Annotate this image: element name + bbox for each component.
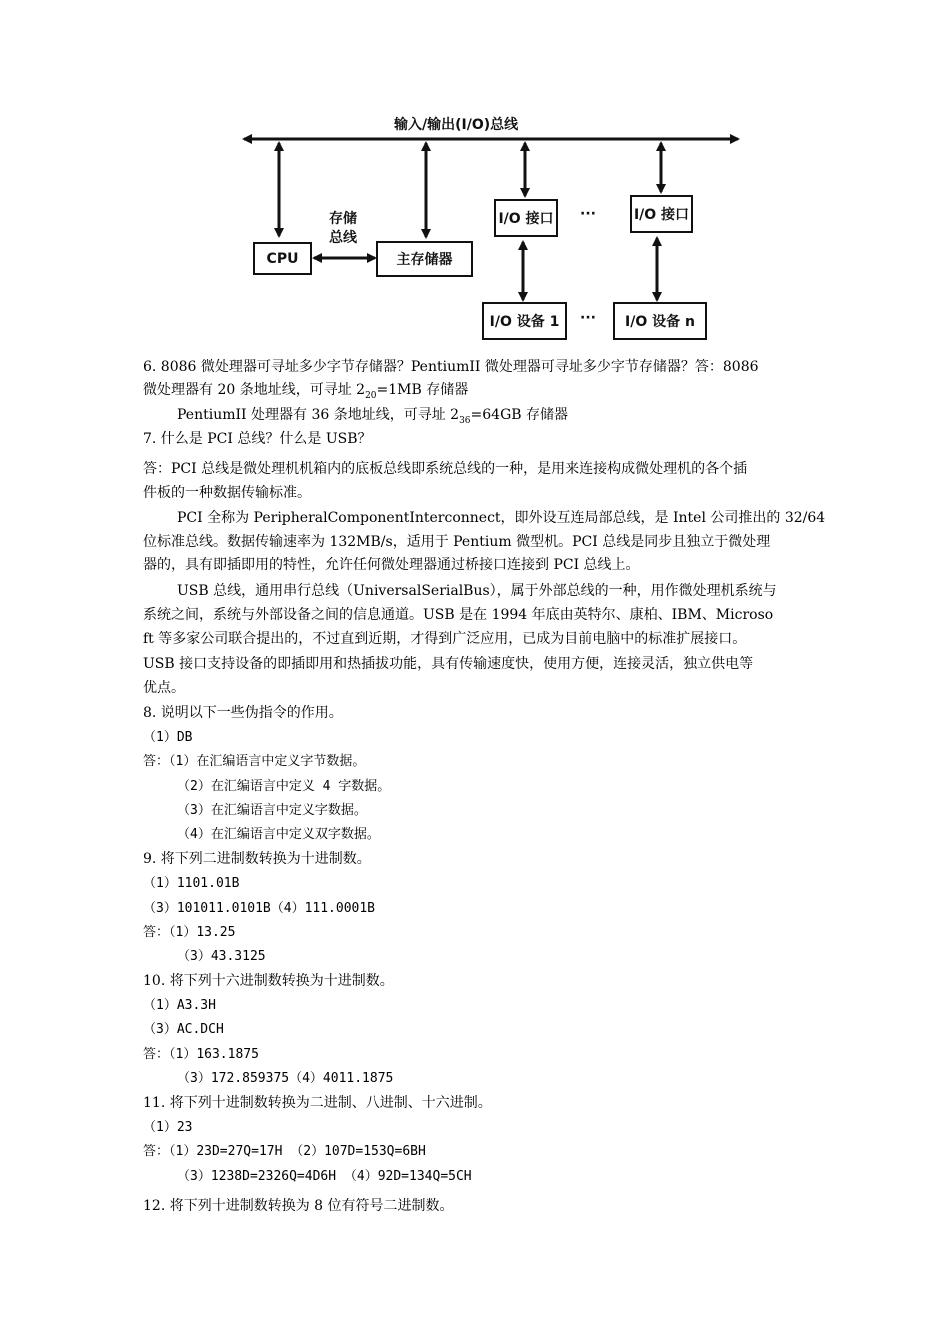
q9-item2: （3）101011.0101B（4）111.0001B (143, 901, 376, 916)
q9-item1: （1）1101.01B (143, 876, 240, 891)
q7-question: 7. 什么是 PCI 总线？什么是 USB？ (143, 431, 372, 447)
q10-question: 10. 将下列十六进制数转换为十进制数。 (143, 973, 394, 989)
q8-answer-line3: （3）在汇编语言中定义字数据。 (177, 803, 367, 818)
io-device-n-box: I/O 设备 n (613, 302, 707, 340)
q7-answer-line5: 器的，具有即插即用的特性，允许任何微处理器通过桥接口连接到 PCI 总线上。 (143, 557, 640, 573)
q7-answer-line4: 位标准总线。数据传输速率为 132MB/s，适用于 Pentium 微型机。PCI 总线是同步且独立于微处理 (143, 534, 771, 550)
q6-line1: 6. 8086 微处理器可寻址多少字节存储器？PentiumII 微处理器可寻址多少字节存储器？答：8086 (143, 359, 759, 375)
storage-bus-label-line1: 存储 (329, 211, 357, 227)
q7-answer-line10: 优点。 (143, 680, 185, 696)
q7-answer-line6: USB 总线，通用串行总线（UniversalSerialBus），属于外部总线的一种，用作微处理机系统与 (177, 583, 777, 599)
q8-question: 8. 说明以下一些伪指令的作用。 (143, 705, 343, 721)
q7-answer-line1: 答：PCI 总线是微处理机机箱内的底板总线即系统总线的一种，是用来连接构成微处理机的各个插 (143, 461, 748, 477)
q7-answer-line7: 系统之间，系统与外部设备之间的信息通道。USB 是在 1994 年底由英特尔、康柏、IBM、Microso (143, 607, 774, 623)
q10-item2: （3）AC.DCH (143, 1022, 224, 1037)
q7-answer-line2: 件板的一种数据传输标准。 (143, 485, 311, 501)
q12-question: 12. 将下列十进制数转换为 8 位有符号二进制数。 (143, 1198, 454, 1214)
q10-item1: （1）A3.3H (143, 998, 216, 1013)
q11-question: 11. 将下列十进制数转换为二进制、八进制、十六进制。 (143, 1095, 492, 1111)
q7-answer-line3: PCI 全称为 PeripheralComponentInterconnect，即外设互连局部总线，是 Intel 公司推出的 32/64 (177, 510, 826, 526)
q10-answer-line2: （3）172.859375（4）4011.1875 (177, 1071, 394, 1086)
q8-answer-line2: （2）在汇编语言中定义 4 字数据。 (177, 779, 391, 794)
main-memory-box: 主存储器 (376, 241, 473, 277)
q9-question: 9. 将下列二进制数转换为十进制数。 (143, 851, 371, 867)
q6-line2: 微处理器有 20 条地址线，可寻址 $2_{20}=1MB$ 存储器 (143, 382, 469, 401)
q11-answer-line1: 答：（1）23D=27Q=17H （2）107D=153Q=6BH (143, 1144, 426, 1159)
cpu-box: CPU (253, 242, 312, 275)
q10-answer-line1: 答：（1）163.1875 (143, 1047, 259, 1062)
bus-diagram (0, 0, 950, 350)
q8-item1: （1）DB (143, 730, 193, 745)
q7-answer-line9: USB 接口支持设备的即插即用和热插拔功能，具有传输速度快，使用方便，连接灵活，独立供电等 (143, 656, 754, 672)
q9-answer-line2: （3）43.3125 (177, 949, 266, 964)
q8-answer-line4: （4）在汇编语言中定义双字数据。 (177, 827, 380, 842)
q6-line3: PentiumII 处理器有 36 条地址线，可寻址 $2_{36}=64GB$ 存储器 (177, 407, 568, 426)
q11-answer-line2: （3）1238D=2326Q=4D6H （4）92D=134Q=5CH (177, 1169, 472, 1184)
q7-answer-line8: ft 等多家公司联合提出的，不过直到近期，才得到广泛应用，已成为目前电脑中的标准扩展接口。 (143, 631, 747, 647)
io-bus-label: 输入/输出(I/O)总线 (394, 117, 519, 133)
ellipsis-bottom: ··· (580, 310, 596, 326)
storage-bus-label-line2: 总线 (329, 230, 357, 246)
q8-answer-line1: 答：（1）在汇编语言中定义字节数据。 (143, 754, 366, 769)
io-device-1-box: I/O 设备 1 (482, 302, 567, 340)
ellipsis-top: ··· (580, 206, 596, 222)
q9-answer-line1: 答：（1）13.25 (143, 925, 236, 940)
io-port-n-box: I/O 接口 (630, 195, 693, 233)
io-port-1-box: I/O 接口 (494, 199, 558, 237)
q11-item1: （1）23 (143, 1120, 193, 1135)
bus-diagram-lines (0, 0, 950, 350)
